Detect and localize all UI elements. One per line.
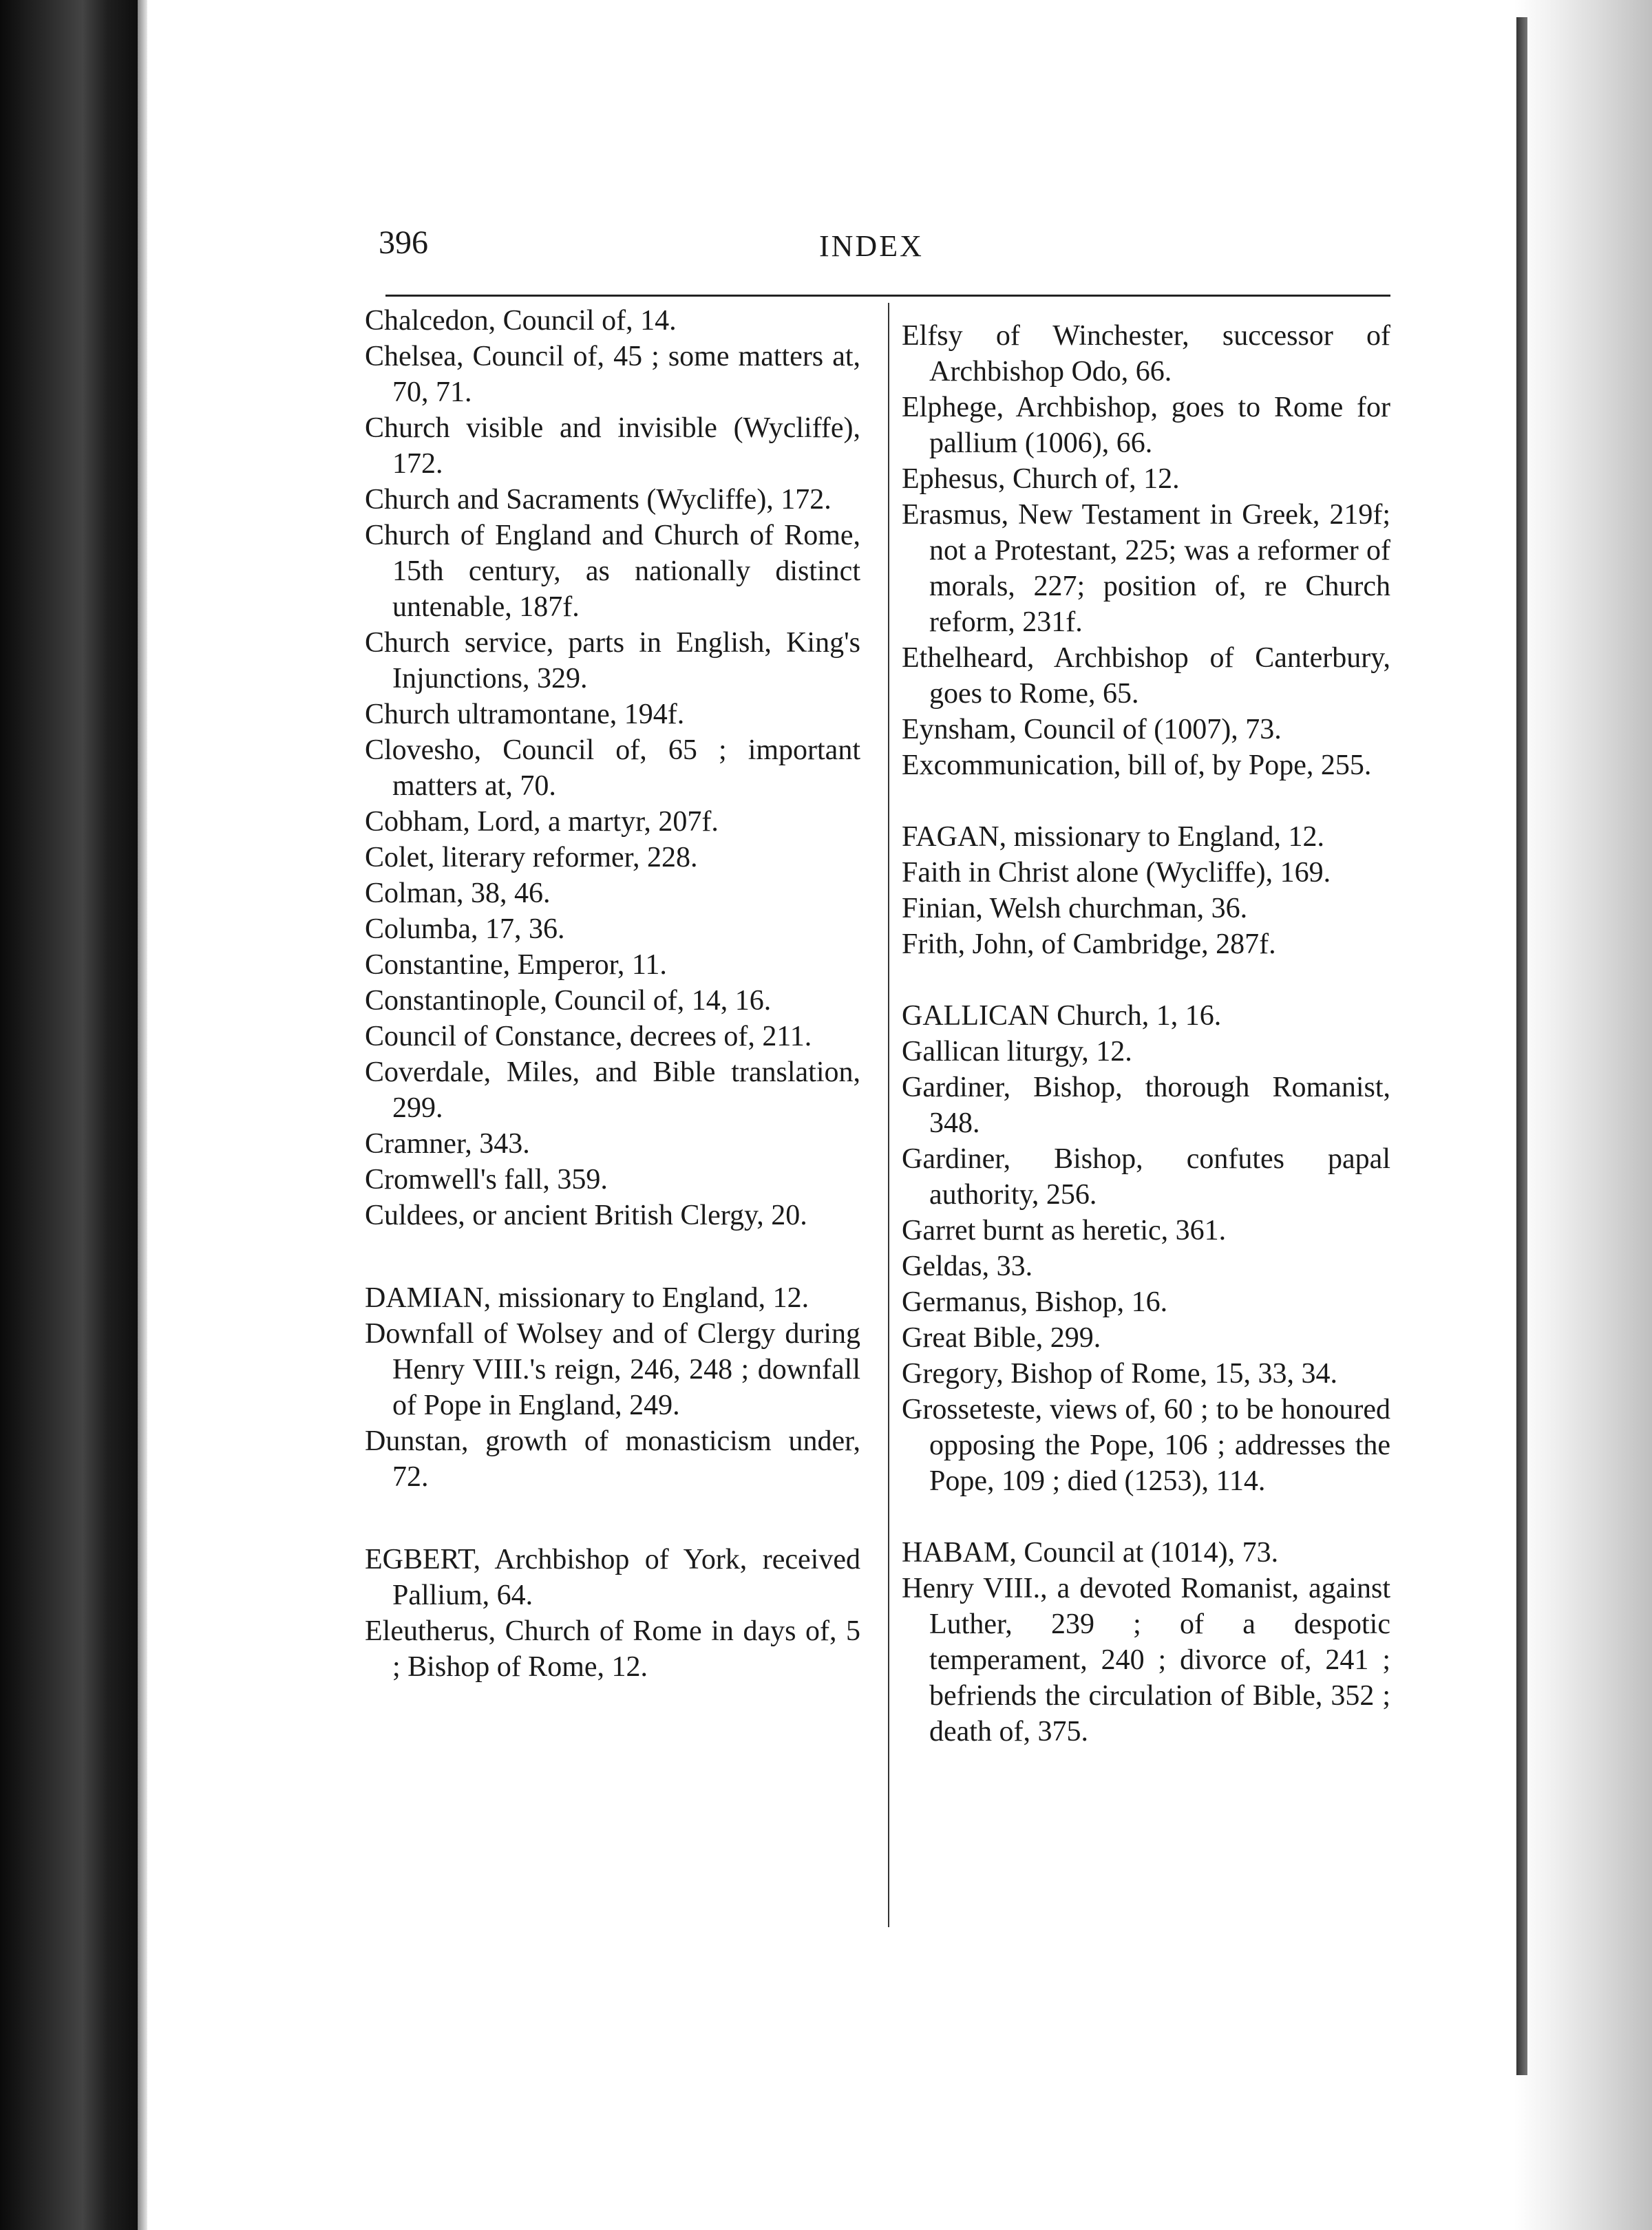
page-number: 396 [379,224,428,261]
index-entry: Excommunication, bill of, by Pope, 255. [902,750,1372,781]
index-entry: Church service, parts in English, King's Injunctions, 329. [365,627,860,694]
index-entry: Coverdale, Miles, and Bible translation, 299. [365,1056,860,1124]
index-entry: Eleutherus, Church of Rome in days of, 5 ; Bishop of Rome, 12. [365,1615,860,1683]
index-entry: Faith in Christ alone (Wycliffe), 169. [902,857,1331,889]
index-entry: Church ultramontane, 194f. [365,699,685,730]
index-entry: Council of Constance, decrees of, 211. [365,1021,812,1052]
index-entry: Chelsea, Council of, 45 ; some matters at, 70, 71. [365,341,860,408]
index-entry: Ethelheard, Archbishop of Canterbury, goes to Rome, 65. [902,642,1390,710]
index-entry: Gardiner, Bishop, thorough Romanist, 348. [902,1072,1390,1139]
index-entry: Colet, literary reformer, 228. [365,842,698,873]
index-entry: Geldas, 33. [902,1251,1033,1282]
index-entry: Church and Sacraments (Wycliffe), 172. [365,484,832,516]
index-entry: Elphege, Archbishop, goes to Rome for pallium (1006), 66. [902,392,1390,459]
running-head: INDEX [819,229,924,263]
index-entry: GALLICAN Church, 1, 16. [902,1000,1222,1032]
index-entry: Clovesho, Council of, 65 ; important matters at, 70. [365,734,860,802]
index-entry: Dunstan, growth of monasticism under, 72. [365,1425,860,1493]
index-entry: Church visible and invisible (Wycliffe), 172. [365,412,860,480]
index-entry: Downfall of Wolsey and of Clergy during Henry VIII.'s reign, 246, 248 ; downfall of Pope in England, 249. [365,1318,860,1421]
index-entry: Grosseteste, views of, 60 ; to be honoured opposing the Pope, 106 ; addresses the Pope, 109 ; died (1253), 114. [902,1394,1390,1497]
index-entry: DAMIAN, missionary to England, 12. [365,1282,809,1314]
index-entry: Henry VIII., a devoted Romanist, against Luther, 239 ; of a despotic temperament, 240 ; divorce of, 241 ; befriends the circulation of Bible, 352 ; death of, 375. [902,1573,1390,1748]
index-entry: Eynsham, Council of (1007), 73. [902,714,1282,745]
index-column-left [365,303,860,1685]
index-entry: Gallican liturgy, 12. [902,1036,1132,1068]
index-entry: Frith, John, of Cambridge, 287f. [902,928,1276,960]
index-entry: Cromwell's fall, 359. [365,1164,608,1196]
page-edge [138,0,147,2230]
index-entry: EGBERT, Archbishop of York, received Pallium, 64. [365,1544,860,1611]
index-entry: Great Bible, 299. [902,1322,1101,1354]
right-edge-bar [1516,17,1527,2075]
index-entry: FAGAN, missionary to England, 12. [902,821,1325,853]
index-entry: Cobham, Lord, a martyr, 207f. [365,806,719,838]
index-entry: Cramner, 343. [365,1128,530,1160]
index-entry: Colman, 38, 46. [365,878,551,909]
index-entry: Church of England and Church of Rome, 15th century, as nationally distinct untenable, 187f. [365,520,860,623]
column-divider [888,303,889,1927]
index-entry: Gregory, Bishop of Rome, 15, 33, 34. [902,1358,1338,1390]
right-page-shadow [1514,0,1652,2230]
index-entry: Columba, 17, 36. [365,913,565,945]
index-entry: Finian, Welsh churchman, 36. [902,893,1248,924]
index-column-right [902,318,1390,1750]
header-rule [385,295,1390,297]
index-entry: Culdees, or ancient British Clergy, 20. [365,1200,807,1231]
index-entry: Germanus, Bishop, 16. [902,1286,1168,1318]
index-entry: Garret burnt as heretic, 361. [902,1215,1227,1246]
index-entry: Erasmus, New Testament in Greek, 219f; not a Protestant, 225; was a reformer of morals, 227; position of, re Church reform, 231f. [902,499,1390,638]
index-entry: Constantine, Emperor, 11. [365,949,667,981]
index-entry: Elfsy of Winchester, successor of Archbishop Odo, 66. [902,320,1390,387]
index-entry: Ephesus, Church of, 12. [902,463,1180,495]
index-entry: Constantinople, Council of, 14, 16. [365,985,772,1017]
index-entry: HABAM, Council at (1014), 73. [902,1537,1279,1569]
index-entry: Gardiner, Bishop, confutes papal authority, 256. [902,1143,1390,1211]
index-entry: Chalcedon, Council of, 14. [365,305,677,337]
book-spine-shadow [0,0,138,2230]
